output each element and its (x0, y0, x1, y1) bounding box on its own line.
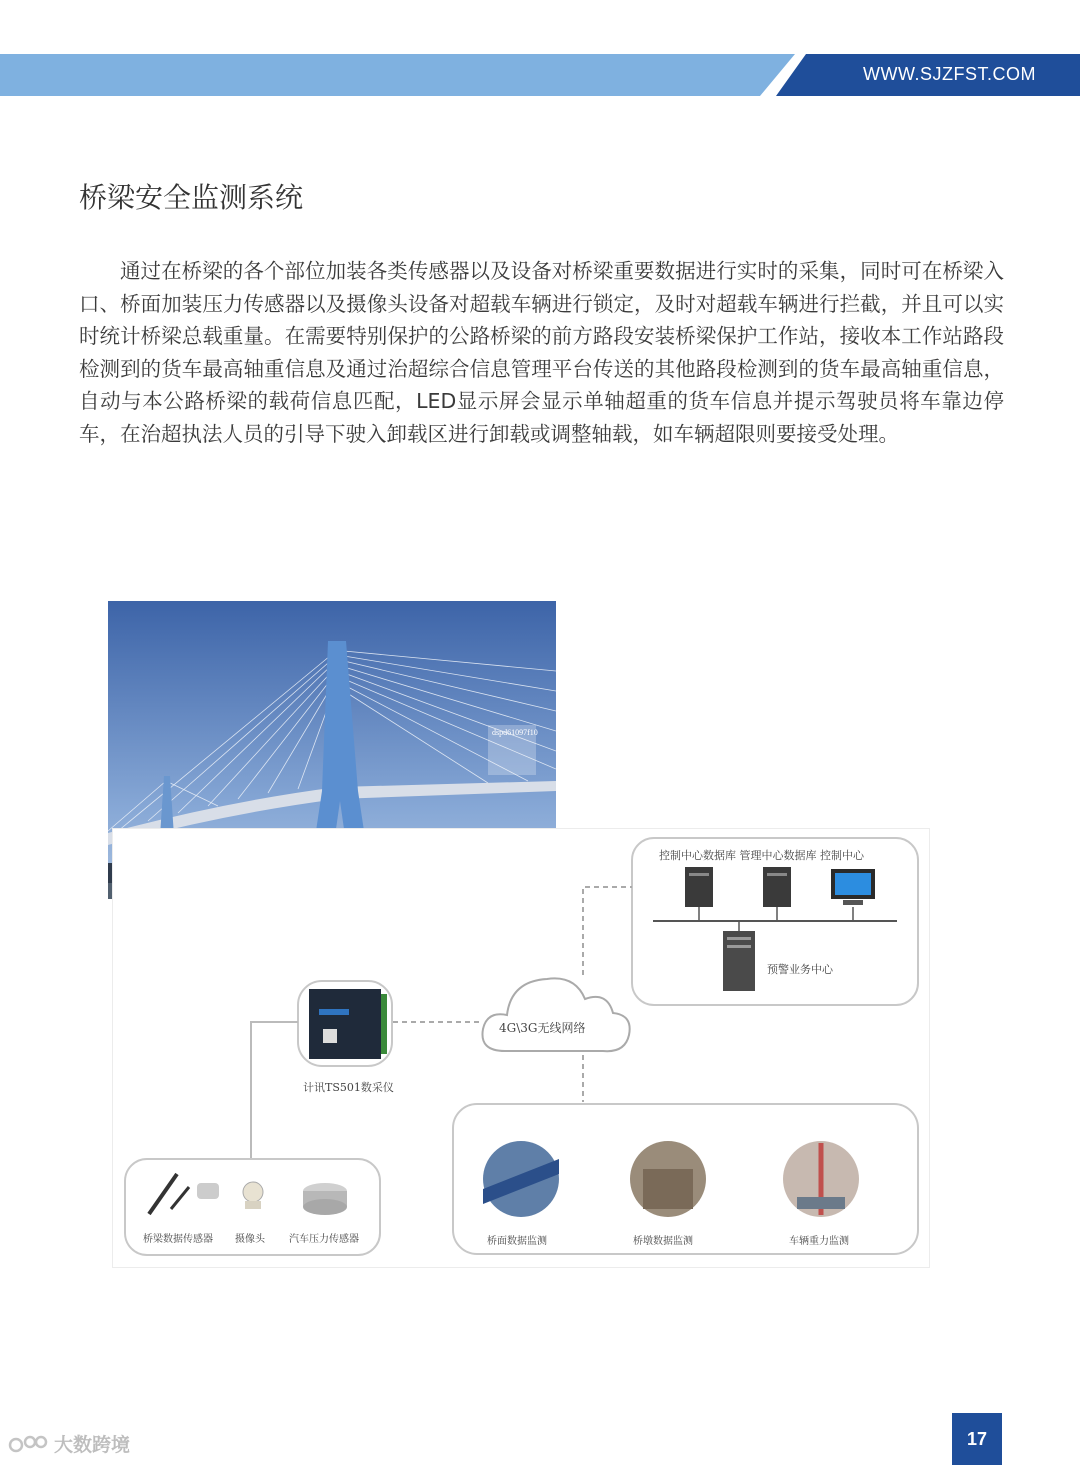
body-paragraph: 通过在桥梁的各个部位加装各类传感器以及设备对桥梁重要数据进行实时的采集，同时可在桥梁入口、桥面加装压力传感器以及摄像头设备对超载车辆进行锁定，及时对超载车辆进行拦截，并且可以实时统计桥梁总载重量。在需要特别保护的公路桥梁的前方路段安装桥梁保护工作站，接收本工作站路段检测到的货车最高轴重信息及通过治超综合信息管理平台传送的其他路段检测到的货车最高轴重信息，自动与本公路桥梁的载荷信息匹配，LED显示屏会显示单轴超重的货车信息并提示驾驶员将车靠边停车，在治超执法人员的引导下驶入卸载区进行卸载或调整轴载，如车辆超限则要接受处理。 (79, 259, 1004, 446)
watermark-text: 大数跨境 (54, 1434, 131, 1456)
page-title: 桥梁安全监测系统 (79, 181, 304, 214)
website-url: WWW.SJZFST.COM (863, 64, 1036, 84)
sensor-label-bridge: 桥梁数据传感器 (143, 1234, 213, 1245)
photo-overlay-label: dspd61097f10 (492, 728, 538, 737)
watermark-logo-icon (8, 1433, 48, 1455)
diagram-lines (113, 829, 929, 1267)
monitor-icon (831, 869, 875, 905)
control-center-label: 控制中心数据库 管理中心数据库 控制中心 (659, 849, 864, 862)
server-icon-2 (763, 867, 791, 907)
network-diagram (112, 828, 930, 1268)
watermark (8, 1430, 130, 1457)
device-label: 计讯TS501数采仪 (303, 1081, 394, 1094)
monitor-label-pier: 桥墩数据监测 (633, 1236, 693, 1247)
monitor-label-deck: 桥面数据监测 (487, 1236, 547, 1247)
page-number: 17 (952, 1413, 1002, 1465)
warning-server-icon (723, 931, 755, 991)
sensor-label-camera: 摄像头 (235, 1234, 265, 1245)
server-icon-1 (685, 867, 713, 907)
network-label: 4G\3G无线网络 (499, 1021, 586, 1035)
warning-center-label: 预警业务中心 (767, 963, 833, 976)
monitor-label-vehicle: 车辆重力监测 (789, 1236, 849, 1247)
sensor-label-pressure: 汽车压力传感器 (289, 1234, 359, 1245)
